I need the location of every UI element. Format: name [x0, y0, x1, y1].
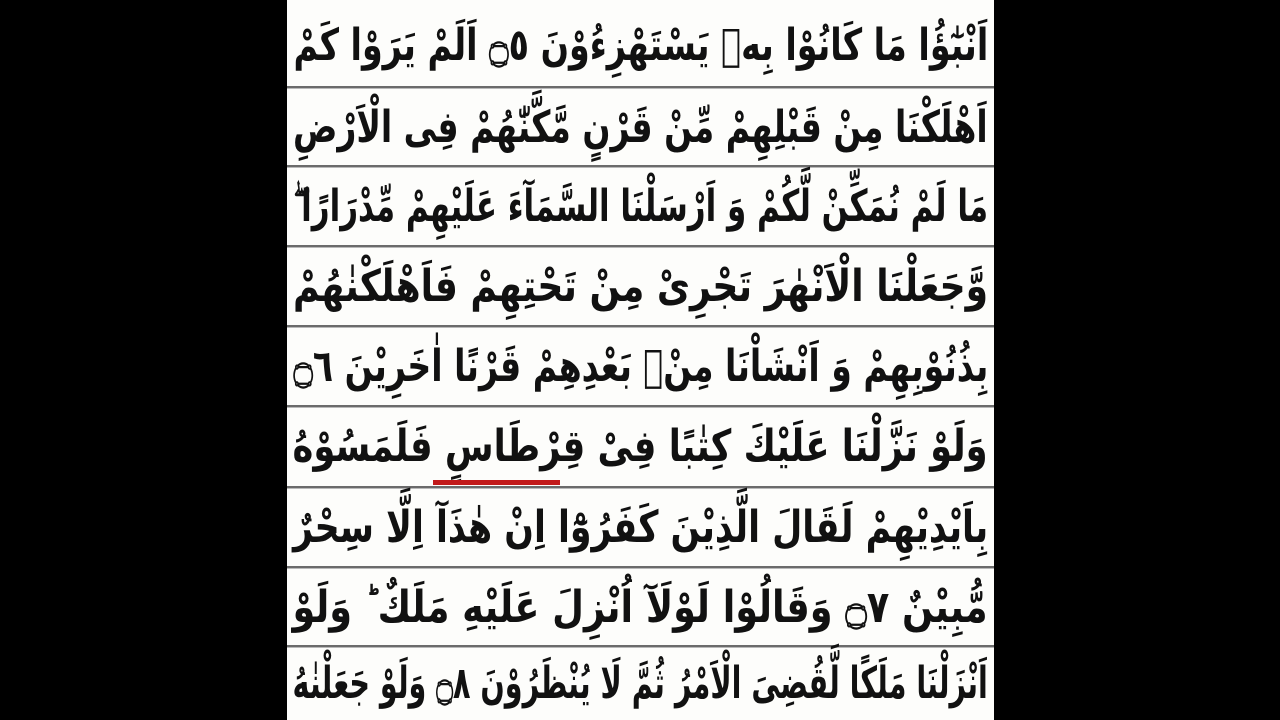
verse-line-text: مُّبِيْنٌ ۝٧ وَقَالُوْا لَوْلَآ اُنْزِلَ عَلَيْهِ مَلَكٌ ؕ وَلَوْ — [292, 582, 989, 633]
verse-line-text: اَهْلَكْنَا مِنْ قَبْلِهِمْ مِّنْ قَرْنٍ مَّكَّنّٰهُمْ فِى الْاَرْضِ — [293, 102, 988, 153]
verse-line-text: بِاَيْدِيْهِمْ لَقَالَ الَّذِيْنَ كَفَرُوْٓا اِنْ هٰذَآ اِلَّا سِحْرٌ — [292, 502, 989, 553]
verse-line-5 — [287, 327, 994, 407]
verse-line-2 — [287, 88, 994, 168]
verse-line-8 — [287, 568, 994, 648]
verse-line-7 — [287, 488, 994, 568]
verse-line-text: بِذُنُوْبِهِمْ وَ اَنْشَاْنَا مِنْۢ بَعْدِهِمْ قَرْنًا اٰخَرِيْنَ ۝٦ — [293, 341, 988, 392]
verse-line-6 — [287, 407, 994, 487]
verse-line-text: اَنْزَلْنَا مَلَكًا لَّقُضِىَ الْاَمْرُ ثُمَّ لَا يُنْظَرُوْنَ ۝٨ وَلَوْ جَعَلْنٰهُ — [292, 658, 989, 709]
verse-line-1 — [287, 6, 994, 86]
verse-line-4 — [287, 247, 994, 327]
verse-line-text: اَنْبٰٓؤُا مَا كَانُوْا بِهٖ يَسْتَهْزِءُوْنَ ۝٥ اَلَمْ يَرَوْا كَمْ — [293, 20, 988, 71]
verse-line-text: وَلَوْ نَزَّلْنَا عَلَيْكَ كِتٰبًا فِىْ قِرْطَاسٍ فَلَمَسُوْهُ — [292, 421, 989, 472]
verse-line-9 — [287, 644, 994, 720]
verse-line-text: وَّجَعَلْنَا الْاَنْهٰرَ تَجْرِىْ مِنْ تَحْتِهِمْ فَاَهْلَكْنٰهُمْ — [292, 261, 989, 312]
quran-page — [287, 0, 994, 720]
verse-line-3 — [287, 167, 994, 247]
word-highlight-underline — [433, 480, 560, 485]
verse-line-text: مَا لَمْ نُمَكِّنْ لَّكُمْ وَ اَرْسَلْنَا السَّمَآءَ عَلَيْهِمْ مِّدْرَارًا ۖ — [293, 181, 988, 232]
